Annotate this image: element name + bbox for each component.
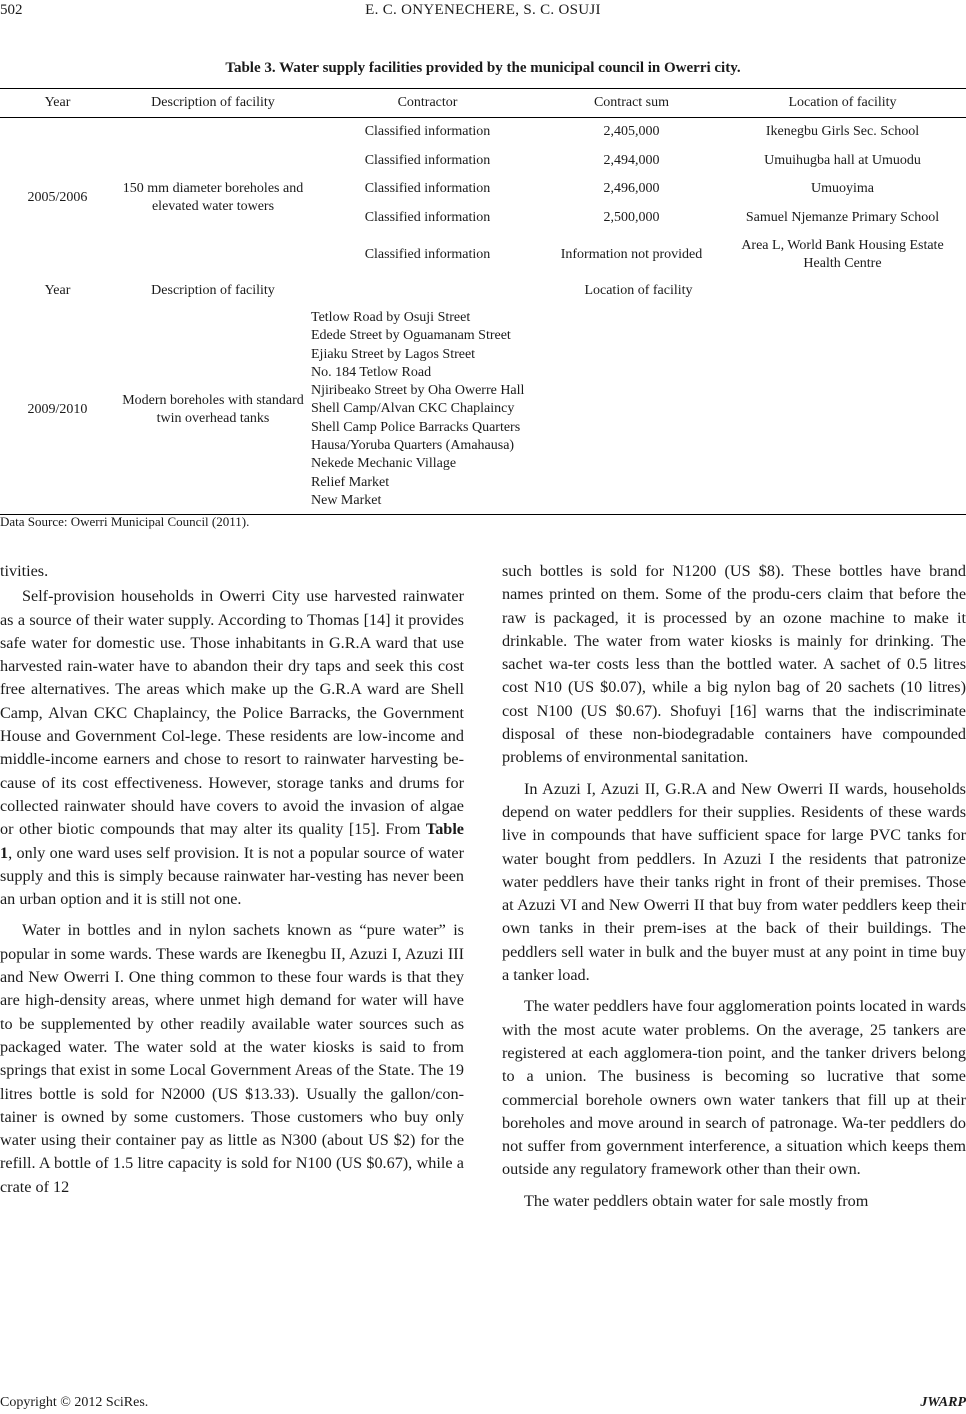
location-cell: Samuel Njemanze Primary School [745,209,940,225]
list-item: No. 184 Tetlow Road [311,364,432,380]
sum-cell: Information not provided [560,246,703,262]
table-row [0,118,966,147]
contractor-cell: Classified information [364,124,491,140]
year-cell: 2005/2006 [27,189,88,205]
table-caption: Table 3. Water supply facilities provided by the municipal council in Owerri city. [225,60,741,76]
table-header-row [0,89,966,118]
list-item: Shell Camp Police Barracks Quarters [311,419,521,435]
location-cell: Umuoyima [811,181,874,197]
contractor-cell: Classified information [364,209,491,225]
left-column [0,560,464,1199]
location-cell: Area L, World Bank Housing Estate Health Centre [741,237,944,271]
header-year: Year [44,283,71,298]
running-head-authors: E. C. ONYENECHERE, S. C. OSUJI [365,2,601,18]
paragraph: tivities. [0,562,49,580]
year-cell: 2009/2010 [27,401,88,417]
table-reference: Table 1 [0,820,464,862]
header-location: Location of facility [788,95,897,110]
header-location: Location of facility [584,283,693,298]
list-item: Tetlow Road by Osuji Street [311,310,471,325]
table-subheader-row [0,277,966,305]
contractor-cell: Classified information [364,181,491,197]
list-item: Edede Street by Oguamanam Street [311,328,511,344]
list-item: Njiribeako Street by Oha Owerre Hall [311,383,525,399]
list-item: Shell Camp/Alvan CKC Chaplaincy [311,401,515,417]
header-description: Description of facility [151,95,275,110]
paragraph: The water peddlers obtain water for sale mostly from [524,1191,869,1210]
header-year: Year [44,95,71,110]
page-header [0,0,966,24]
sum-cell: 2,496,000 [603,181,660,197]
location-cell: Umuihugba hall at Umuodu [764,152,921,168]
location-cell: Ikenegbu Girls Sec. School [765,124,920,140]
journal-name: JWARP [920,1395,966,1410]
paragraph: such bottles is sold for N1200 (US $8). These bottles have brand names printed on them. Some of the produ-cers claim that before the raw is packaged, it is processed by an ozone machine to make it drinkable. The water from water kiosks is mainly for drinking. The sachet wa-ter costs less than the bottled water. A sachet of 0.5 litres cost N10 (US $0.07), while a big nylon bag of 20 sachets (10 litres) cost N100 (US $0.67). Shofuyi [16] warns that the indiscriminate disposal of these non-biodegradable containers have compounded problems of environmental sanitation. [502,562,966,767]
contractor-cell: Classified information [364,152,491,168]
description-cell: Modern boreholes with standard twin overhead tanks [122,392,304,426]
sum-cell: 2,494,000 [603,152,660,168]
page-number: 502 [0,2,23,18]
location-list [311,305,966,515]
header-contractor: Contractor [397,95,458,110]
list-item: Ejiaku Street by Lagos Street [311,346,476,362]
contractor-cell: Classified information [364,246,491,262]
list-item: Hausa/Yoruba Quarters (Amahausa) [311,438,515,454]
sum-cell: 2,405,000 [603,124,660,140]
paragraph: Water in bottles and in nylon sachets known as “pure water” is popular in some wards. These wards are Ikenegbu II, Azuzi I, Azuzi III and New Owerri I. One thing common to these four wards is that they are high-density areas, where unmet high demand for water will have to be supplemented by other readily available water sources such as packaged water. The water sold at the water kiosks is said to from springs that exist in some Local Government Areas of the State. The 19 litres bottle is sold for N2000 (US $13.33). Usually the gallon/con-tainer is owned by some customers. Those customers who buy only water using their container pay as little as N300 (about US $2) for the refill. A bottle of 1.5 litre capacity is sold for N100 (US $0.67), while a crate of 12 [0,921,464,1196]
water-supply-table [0,88,966,515]
paragraph: The water peddlers have four agglomeration points located in wards with the most acute water problems. On the average, 25 tankers are registered at each agglomera-tion point, and the tanker drivers belong to a union. The business is becoming so lucrative that some commercial borehole owners own water tankers that fill up at their boreholes and move around in search of patronage. Wa-ter peddlers do not suffer from government interference, a situation which keeps them outside any regulatory framework other than their own. [502,997,966,1179]
list-item: New Market [311,492,382,508]
description-cell: 150 mm diameter boreholes and elevated water towers [122,180,304,214]
header-contract-sum: Contract sum [593,95,670,110]
copyright: Copyright © 2012 SciRes. [0,1395,149,1410]
table-row [0,305,966,515]
right-column [502,560,966,1213]
list-item: Relief Market [311,474,390,490]
header-description: Description of facility [151,283,275,298]
list-item: Nekede Mechanic Village [311,456,457,472]
table-source: Data Source: Owerri Municipal Council (2011). [0,514,250,529]
paragraph: Self-provision households in Owerri City use harvested rainwater as a source of their water supply. According to Thomas [14] it provides safe water for domestic use. Those inhabitants in G.R.A ward that use harvested rain-water have to abandon their dry taps and seek this cost free alternatives. The areas which make up the G.R.A ward are Shell Camp, Alvan CKC Chaplaincy, the Police Barracks, the Government House and Government Col-lege. These residents are low-income and middle-income earners and chose to resort to rainwater harvesting be-cause of its cost effectiveness. However, storage tanks and drums for collected rainwater should have covers to avoid the invasion of algae or other biotic compounds that may alter its quality [15]. From Table 1, only one ward uses self provision. It is not a popular source of water supply and this is simply because rainwater har-vesting has never been an urban option and it is still not one. [0,587,464,909]
paragraph: In Azuzi I, Azuzi II, G.R.A and New Owerri II wards, households depend on water peddlers for their supplies. Residents of these wards live in compounds that have sufficient space for large PVC tanks for water bought from peddlers. In Azuzi I the residents that patronize water peddlers have their tanks right in front of their premises. Those at Azuzi VI and New Owerri II that buy from water peddlers keep their own tanks in their prem-ises at the back of their buildings. The peddlers sell water in bulk and the buyer must at any point in time buy a tanker load. [502,779,966,985]
sum-cell: 2,500,000 [603,209,660,225]
